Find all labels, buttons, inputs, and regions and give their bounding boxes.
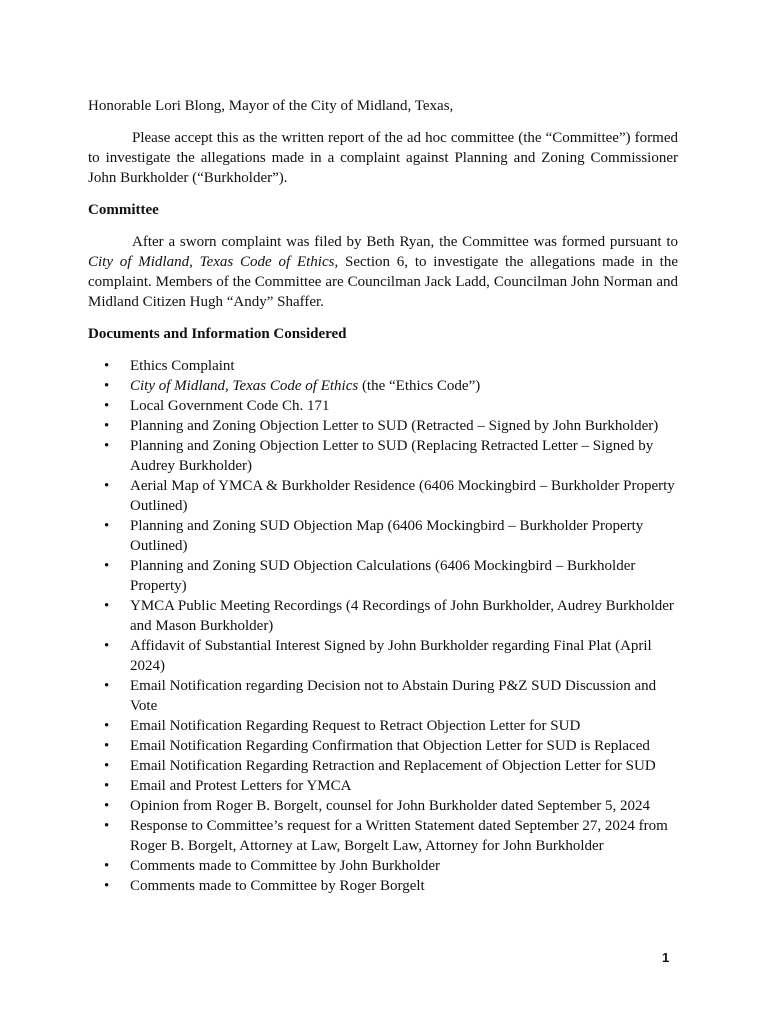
bullet-icon: • xyxy=(104,558,110,574)
list-item: • Planning and Zoning Objection Letter to SUD (Retracted – Signed by John Burkholder) xyxy=(104,418,659,434)
list-item: • Planning and Zoning SUD Objection Map (6406 Mockingbird – Burkholder Property Outlined) xyxy=(104,518,644,554)
bullet-icon: • xyxy=(104,678,110,694)
page-number: 1 xyxy=(662,950,670,965)
bullet-icon: • xyxy=(104,718,110,734)
bullet-icon: • xyxy=(104,818,110,834)
committee-paragraph-end: , Section 6, to investigate the allegations made in the complaint. Members of the Committee are Councilman Jack Ladd, Councilman John Norman and Midland Citizen Hugh “Andy” Shaffer. xyxy=(88,254,679,310)
list-item: • Email Notification Regarding Retraction and Replacement of Objection Letter for SUD xyxy=(104,758,656,774)
bullet-icon: • xyxy=(104,758,110,774)
list-item: • Local Government Code Ch. 171 xyxy=(104,398,330,414)
bullet-icon: • xyxy=(104,638,110,654)
list-item: • Email Notification regarding Decision not to Abstain During P&Z SUD Discussion and Vote xyxy=(104,678,657,714)
bullet-icon: • xyxy=(104,778,110,794)
list-item: • Email Notification Regarding Confirmation that Objection Letter for SUD is Replaced xyxy=(104,738,650,754)
list-item: • Opinion from Roger B. Borgelt, counsel for John Burkholder dated September 5, 2024 xyxy=(104,798,651,814)
list-item: • Email Notification Regarding Request to Retract Objection Letter for SUD xyxy=(104,718,581,734)
bullet-icon: • xyxy=(104,858,110,874)
committee-paragraph xyxy=(88,232,678,312)
list-item: • Planning and Zoning Objection Letter to SUD (Replacing Retracted Letter – Signed by Audrey Burkholder) xyxy=(104,438,654,474)
bullet-icon: • xyxy=(104,438,110,454)
bullet-icon: • xyxy=(104,518,110,534)
bullet-icon: • xyxy=(104,418,110,434)
documents-heading: Documents and Information Considered xyxy=(88,326,347,342)
bullet-icon: • xyxy=(104,878,110,894)
list-item: • City of Midland, Texas Code of Ethics (the “Ethics Code”) xyxy=(104,378,481,394)
list-item: • Planning and Zoning SUD Objection Calculations (6406 Mockingbird – Burkholder Property) xyxy=(104,558,636,594)
list-item: • Response to Committee’s request for a Written Statement dated September 27, 2024 from Roger B. Borgelt, Attorney at Law, Borgelt Law, Attorney for John Burkholder xyxy=(104,818,668,854)
letter-body xyxy=(88,96,678,896)
bullet-icon: • xyxy=(104,738,110,754)
list-item: • Affidavit of Substantial Interest Signed by John Burkholder regarding Final Plat (April 2024) xyxy=(104,638,652,674)
list-item: • Aerial Map of YMCA & Burkholder Residence (6406 Mockingbird – Burkholder Property Outlined) xyxy=(104,478,675,514)
intro-paragraph: Please accept this as the written report of the ad hoc committee (the “Committee”) formed to investigate the allegations made in a complaint against Planning and Zoning Commissioner John Burkholder (“Burkholder”). xyxy=(88,130,678,186)
committee-paragraph-start: After a sworn complaint was filed by Beth Ryan, the Committee was formed pursuant to xyxy=(132,234,678,250)
list-item: • YMCA Public Meeting Recordings (4 Recordings of John Burkholder, Audrey Burkholder and Mason Burkholder) xyxy=(104,598,674,634)
ethics-code-title: City of Midland, Texas Code of Ethics xyxy=(130,378,359,394)
bullet-icon: • xyxy=(104,478,110,494)
bullet-icon: • xyxy=(104,598,110,614)
ethics-code-citation: City of Midland, Texas Code of Ethics xyxy=(88,254,335,270)
bullet-icon: • xyxy=(104,378,110,394)
salutation: Honorable Lori Blong, Mayor of the City of Midland, Texas, xyxy=(88,98,454,114)
list-item: • Comments made to Committee by John Burkholder xyxy=(104,858,440,874)
list-item: • Comments made to Committee by Roger Borgelt xyxy=(104,878,425,894)
bullet-icon: • xyxy=(104,798,110,814)
bullet-icon: • xyxy=(104,358,110,374)
list-item: • Email and Protest Letters for YMCA xyxy=(104,778,352,794)
list-item: • Ethics Complaint xyxy=(104,358,235,374)
documents-list xyxy=(88,356,678,896)
committee-heading: Committee xyxy=(88,202,159,218)
bullet-icon: • xyxy=(104,398,110,414)
